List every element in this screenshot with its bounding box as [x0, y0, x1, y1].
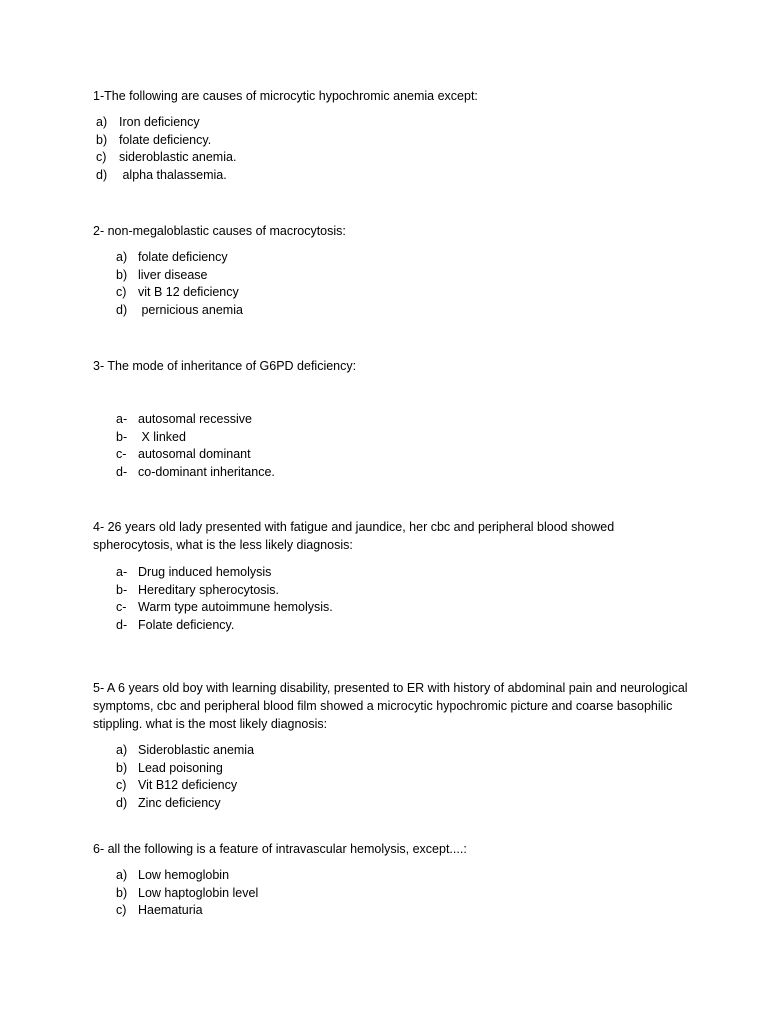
question-1: 1-The following are causes of microcytic hypochromic anemia except:: [93, 89, 478, 103]
option-text: folate deficiency: [138, 250, 228, 264]
option-marker: a): [116, 743, 128, 757]
option-marker: d): [116, 795, 128, 810]
option-item: [116, 867, 258, 885]
option-marker: d): [116, 302, 128, 317]
option-item: [116, 411, 275, 429]
option-marker: d-: [116, 617, 128, 632]
option-marker: b-: [116, 429, 128, 444]
option-text: Iron deficiency: [119, 115, 200, 129]
option-text: Vit B12 deficiency: [138, 778, 238, 792]
option-text: Low haptoglobin level: [138, 885, 259, 900]
option-item: [116, 902, 258, 920]
options-list-4: [116, 564, 333, 634]
option-item: [116, 742, 254, 760]
option-marker: b-: [116, 582, 128, 597]
option-marker: a-: [116, 565, 128, 579]
option-item: [116, 777, 254, 795]
option-text: Sideroblastic anemia: [138, 743, 255, 757]
options-list-2: [116, 249, 243, 319]
option-marker: c): [96, 150, 107, 164]
option-marker: b): [116, 267, 128, 282]
option-text: Zinc deficiency: [138, 795, 221, 810]
options-list-5: [116, 742, 254, 812]
option-marker: a): [96, 115, 108, 129]
option-text: vit B 12 deficiency: [138, 285, 239, 299]
option-item: [116, 249, 243, 267]
option-marker: c): [116, 903, 127, 917]
question-3: 3- The mode of inheritance of G6PD deficiency:: [93, 359, 357, 373]
option-text: Drug induced hemolysis: [138, 565, 272, 579]
option-text: Hereditary spherocytosis.: [138, 582, 280, 597]
option-item: [116, 267, 243, 285]
option-item: [116, 446, 275, 464]
option-item: [116, 885, 258, 903]
option-marker: a-: [116, 412, 128, 426]
option-text: autosomal dominant: [138, 447, 251, 461]
option-text: pernicious anemia: [138, 302, 243, 317]
option-text: folate deficiency.: [119, 132, 212, 147]
option-text: alpha thalassemia.: [119, 167, 227, 182]
option-text: Low hemoglobin: [138, 868, 230, 882]
option-item: [96, 114, 236, 132]
option-text: sideroblastic anemia.: [119, 150, 237, 164]
option-text: Lead poisoning: [138, 760, 223, 775]
options-list-3: [116, 411, 275, 481]
option-text: Warm type autoimmune hemolysis.: [138, 600, 333, 614]
option-item: [116, 564, 333, 582]
option-marker: b): [116, 760, 128, 775]
option-marker: c-: [116, 600, 127, 614]
options-list-1: [96, 114, 236, 184]
option-item: [116, 302, 243, 320]
option-item: [116, 429, 275, 447]
option-item: [116, 617, 333, 635]
option-item: [96, 149, 236, 167]
option-item: [116, 284, 243, 302]
option-item: [116, 760, 254, 778]
option-text: X linked: [138, 429, 186, 444]
question-2: 2- non-megaloblastic causes of macrocytosis:: [93, 224, 346, 238]
option-item: [116, 464, 275, 482]
option-marker: b): [116, 885, 128, 900]
options-list-6: [116, 867, 258, 920]
question-6: 6- all the following is a feature of intravascular hemolysis, except....:: [93, 842, 467, 856]
option-marker: a): [116, 250, 128, 264]
option-marker: d): [96, 167, 108, 182]
option-text: liver disease: [138, 267, 208, 282]
option-text: Haematuria: [138, 903, 203, 917]
option-item: [116, 582, 333, 600]
option-item: [116, 795, 254, 813]
option-text: Folate deficiency.: [138, 617, 235, 632]
option-text: co-dominant inheritance.: [138, 464, 275, 479]
option-item: [116, 599, 333, 617]
option-marker: d-: [116, 464, 128, 479]
option-marker: a): [116, 868, 128, 882]
option-marker: c): [116, 778, 127, 792]
option-marker: b): [96, 132, 108, 147]
option-item: [96, 167, 236, 185]
question-5: 5- A 6 years old boy with learning disability, presented to ER with history of abdominal pain and neurological symptoms, cbc and peripheral blood film showed a microcytic hypochromic picture and coarse basophilic stippling. what is the most likely diagnosis:: [93, 681, 688, 731]
option-text: autosomal recessive: [138, 412, 252, 426]
question-4: 4- 26 years old lady presented with fatigue and jaundice, her cbc and peripheral blood showed spherocytosis, what is the less likely diagnosis:: [93, 520, 615, 552]
option-marker: c): [116, 285, 127, 299]
option-marker: c-: [116, 447, 127, 461]
option-item: [96, 132, 236, 150]
